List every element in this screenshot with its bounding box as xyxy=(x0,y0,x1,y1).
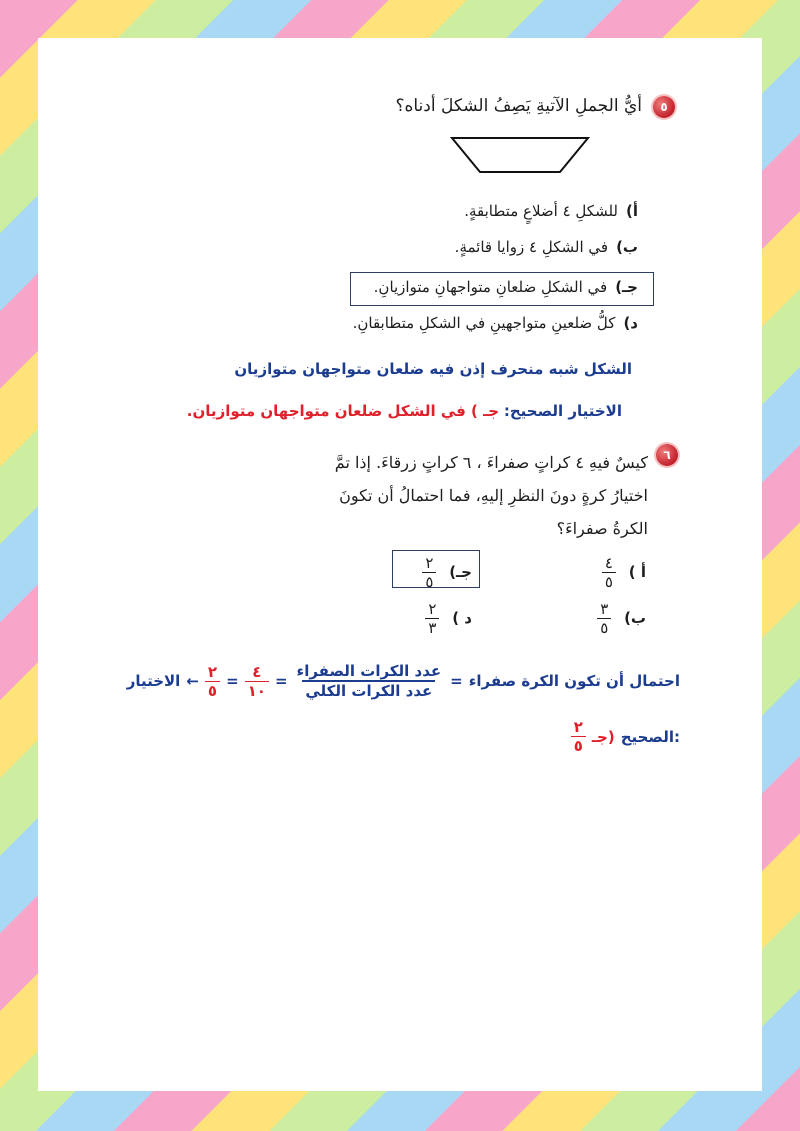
question-number-badge: ٥ xyxy=(653,96,675,118)
option-text: في الشكلِ ٤ زوايا قائمةٍ. xyxy=(454,238,609,256)
answer-label: الاختيار الصحيح: xyxy=(503,402,622,420)
option-fraction: $\frac{٣}{٥}$ xyxy=(597,600,611,637)
solution-word-fraction xyxy=(294,662,445,700)
question-line: الكرةُ صفراءَ؟ xyxy=(556,519,648,538)
q6-answer-line xyxy=(571,718,680,755)
question-line: كيسٌ فيهِ ٤ كراتٍ صفراءَ ، ٦ كراتٍ زرقاءَ. إذا تمَّ xyxy=(334,453,648,472)
option-letter: د ) xyxy=(452,608,472,627)
equals-sign: = xyxy=(274,672,288,690)
option-text: في الشكلِ ضلعانِ متواجهانِ متوازيانِ. xyxy=(373,278,608,296)
answer-fraction: $\frac{٢}{٥}$ xyxy=(571,718,586,755)
worksheet-page xyxy=(38,38,762,1091)
fraction-four-tenths: $\frac{٤}{١٠}$ xyxy=(245,663,269,700)
q5-answer-line xyxy=(187,402,622,420)
option-text: للشكلِ ٤ أضلاعٍ متطابقةٍ. xyxy=(464,202,618,220)
fraction-two-fifths: $\frac{٢}{٥}$ xyxy=(205,663,220,700)
fraction-denominator: عدد الكرات الكلي xyxy=(302,680,435,700)
q6-option-b[interactable] xyxy=(586,600,646,637)
q5-option-c[interactable] xyxy=(374,278,638,296)
q6-option-d[interactable] xyxy=(406,600,472,637)
q6-option-a[interactable] xyxy=(586,554,646,591)
option-letter: د) xyxy=(623,314,638,332)
option-fraction: $\frac{٤}{٥}$ xyxy=(602,554,616,591)
question-number-badge: ٦ xyxy=(656,444,678,466)
q6-solution-line xyxy=(127,662,680,700)
fraction-numerator: عدد الكرات الصفراء xyxy=(296,662,442,680)
answer-letter: جـ) xyxy=(591,727,615,746)
q5-option-a[interactable] xyxy=(464,202,638,220)
option-letter: أ ) xyxy=(628,562,646,581)
answer-label: الصحيح: xyxy=(620,727,680,746)
trapezoid-figure xyxy=(450,136,590,174)
option-fraction: $\frac{٢}{٣}$ xyxy=(425,600,439,637)
choice-word: الاختيار xyxy=(126,672,181,690)
question-line: اختيارُ كرةٍ دونَ النظرِ إليهِ، فما احتمالُ أن تكونَ xyxy=(339,486,648,505)
q5-option-b[interactable] xyxy=(455,238,638,256)
q5-explanation: الشكل شبه منحرف إذن فيه ضلعان متواجهان متوازيان xyxy=(234,360,632,378)
option-fraction: $\frac{٢}{٥}$ xyxy=(422,554,436,591)
option-letter: ب) xyxy=(624,608,646,627)
equals-sign: = xyxy=(450,672,463,690)
answer-value: جـ ) في الشكل ضلعان متواجهان متوازيان. xyxy=(186,402,500,420)
question-5-text: أيُّ الجملِ الآتيةِ يَصِفُ الشكلَ أدناه؟ xyxy=(395,96,642,116)
q6-option-c[interactable] xyxy=(406,554,472,591)
solution-prefix: احتمال أن تكون الكرة صفراء xyxy=(468,672,680,690)
equals-sign: = xyxy=(226,672,239,690)
arrow-left-icon: ← xyxy=(186,672,199,690)
option-letter: أ) xyxy=(626,202,638,220)
option-text: كلُّ ضلعينِ متواجهينِ في الشكلِ متطابقانِ. xyxy=(352,314,616,332)
option-letter: ب) xyxy=(616,238,638,256)
question-6-text xyxy=(335,446,648,545)
option-letter: جـ) xyxy=(615,278,638,296)
q5-option-d[interactable] xyxy=(353,314,638,332)
option-letter: جـ) xyxy=(449,562,472,581)
